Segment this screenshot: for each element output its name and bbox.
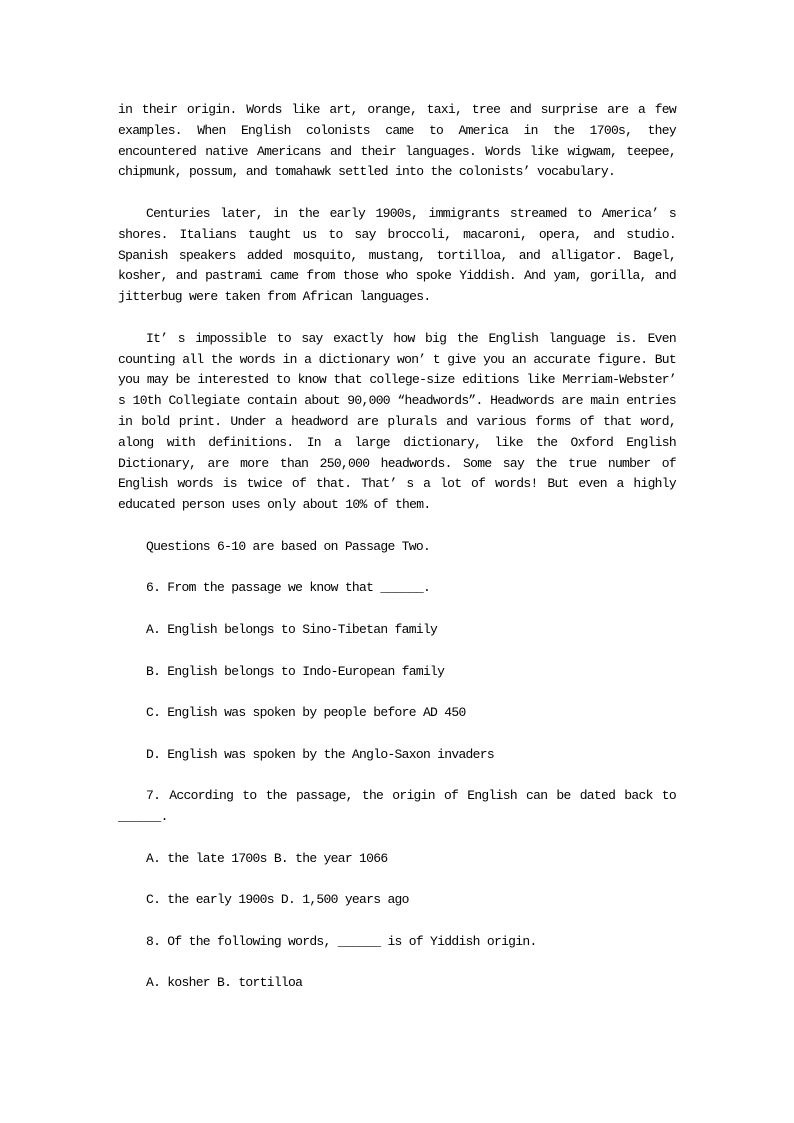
question-6-stem: 6. From the passage we know that ______. bbox=[146, 580, 431, 596]
question-7-options-cd: C. the early 1900s D. 1,500 years ago bbox=[146, 892, 409, 908]
passage-paragraph-3: It’ s impossible to say exactly how big the English language is. Even counting all the words in a dictionary won’ t give you an accurate figure. But you may be interested to know that college-size editions like Merriam-Webster’ s 10th Collegiate contain about 90,000 “headwords”. Headwords are main entries in bold print. Under a headword are plurals and various forms of that word, along with definitions. In a large dictionary, like the Oxford English Dictionary, are more than 250,000 headwords. Some say the true number of English words is twice of that. That’ s a lot of words! But even a highly educated person uses only about 10% of them. bbox=[118, 330, 676, 513]
question-6-option-d: D. English was spoken by the Anglo-Saxon invaders bbox=[146, 746, 494, 762]
question-8-stem: 8. Of the following words, ______ is of Yiddish origin. bbox=[146, 933, 537, 949]
question-8-options-ab: A. kosher B. tortilloa bbox=[146, 975, 303, 991]
question-6-option-b: B. English belongs to Indo-European family bbox=[146, 663, 445, 679]
question-7-options-ab: A. the late 1700s B. the year 1066 bbox=[146, 850, 388, 866]
passage-paragraph-1: in their origin. Words like art, orange, taxi, tree and surprise are a few examples. When English colonists came to America in the 1700s, they encountered native Americans and their languages. Words like wigwam, teepee, chipmunk, possum, and tomahawk settled into the colonists’ vocabulary. bbox=[118, 102, 676, 180]
questions-instruction: Questions 6-10 are based on Passage Two. bbox=[146, 538, 431, 554]
question-6-option-c: C. English was spoken by people before AD 450 bbox=[146, 705, 466, 721]
passage-paragraph-2: Centuries later, in the early 1900s, immigrants streamed to America’ s shores. Italians taught us to say broccoli, macaroni, opera, and studio. Spanish speakers added mosquito, mustang, tortilloa, and alligator. Bagel, kosher, and pastrami came from those who spoke Yiddish. And yam, gorilla, and jitterbug were taken from African languages. bbox=[118, 205, 676, 305]
question-7-stem-line-2: ______. bbox=[118, 809, 168, 825]
question-6-option-a: A. English belongs to Sino-Tibetan family bbox=[146, 621, 438, 637]
question-7-stem-line-1: 7. According to the passage, the origin of English can be dated back to bbox=[146, 788, 676, 804]
